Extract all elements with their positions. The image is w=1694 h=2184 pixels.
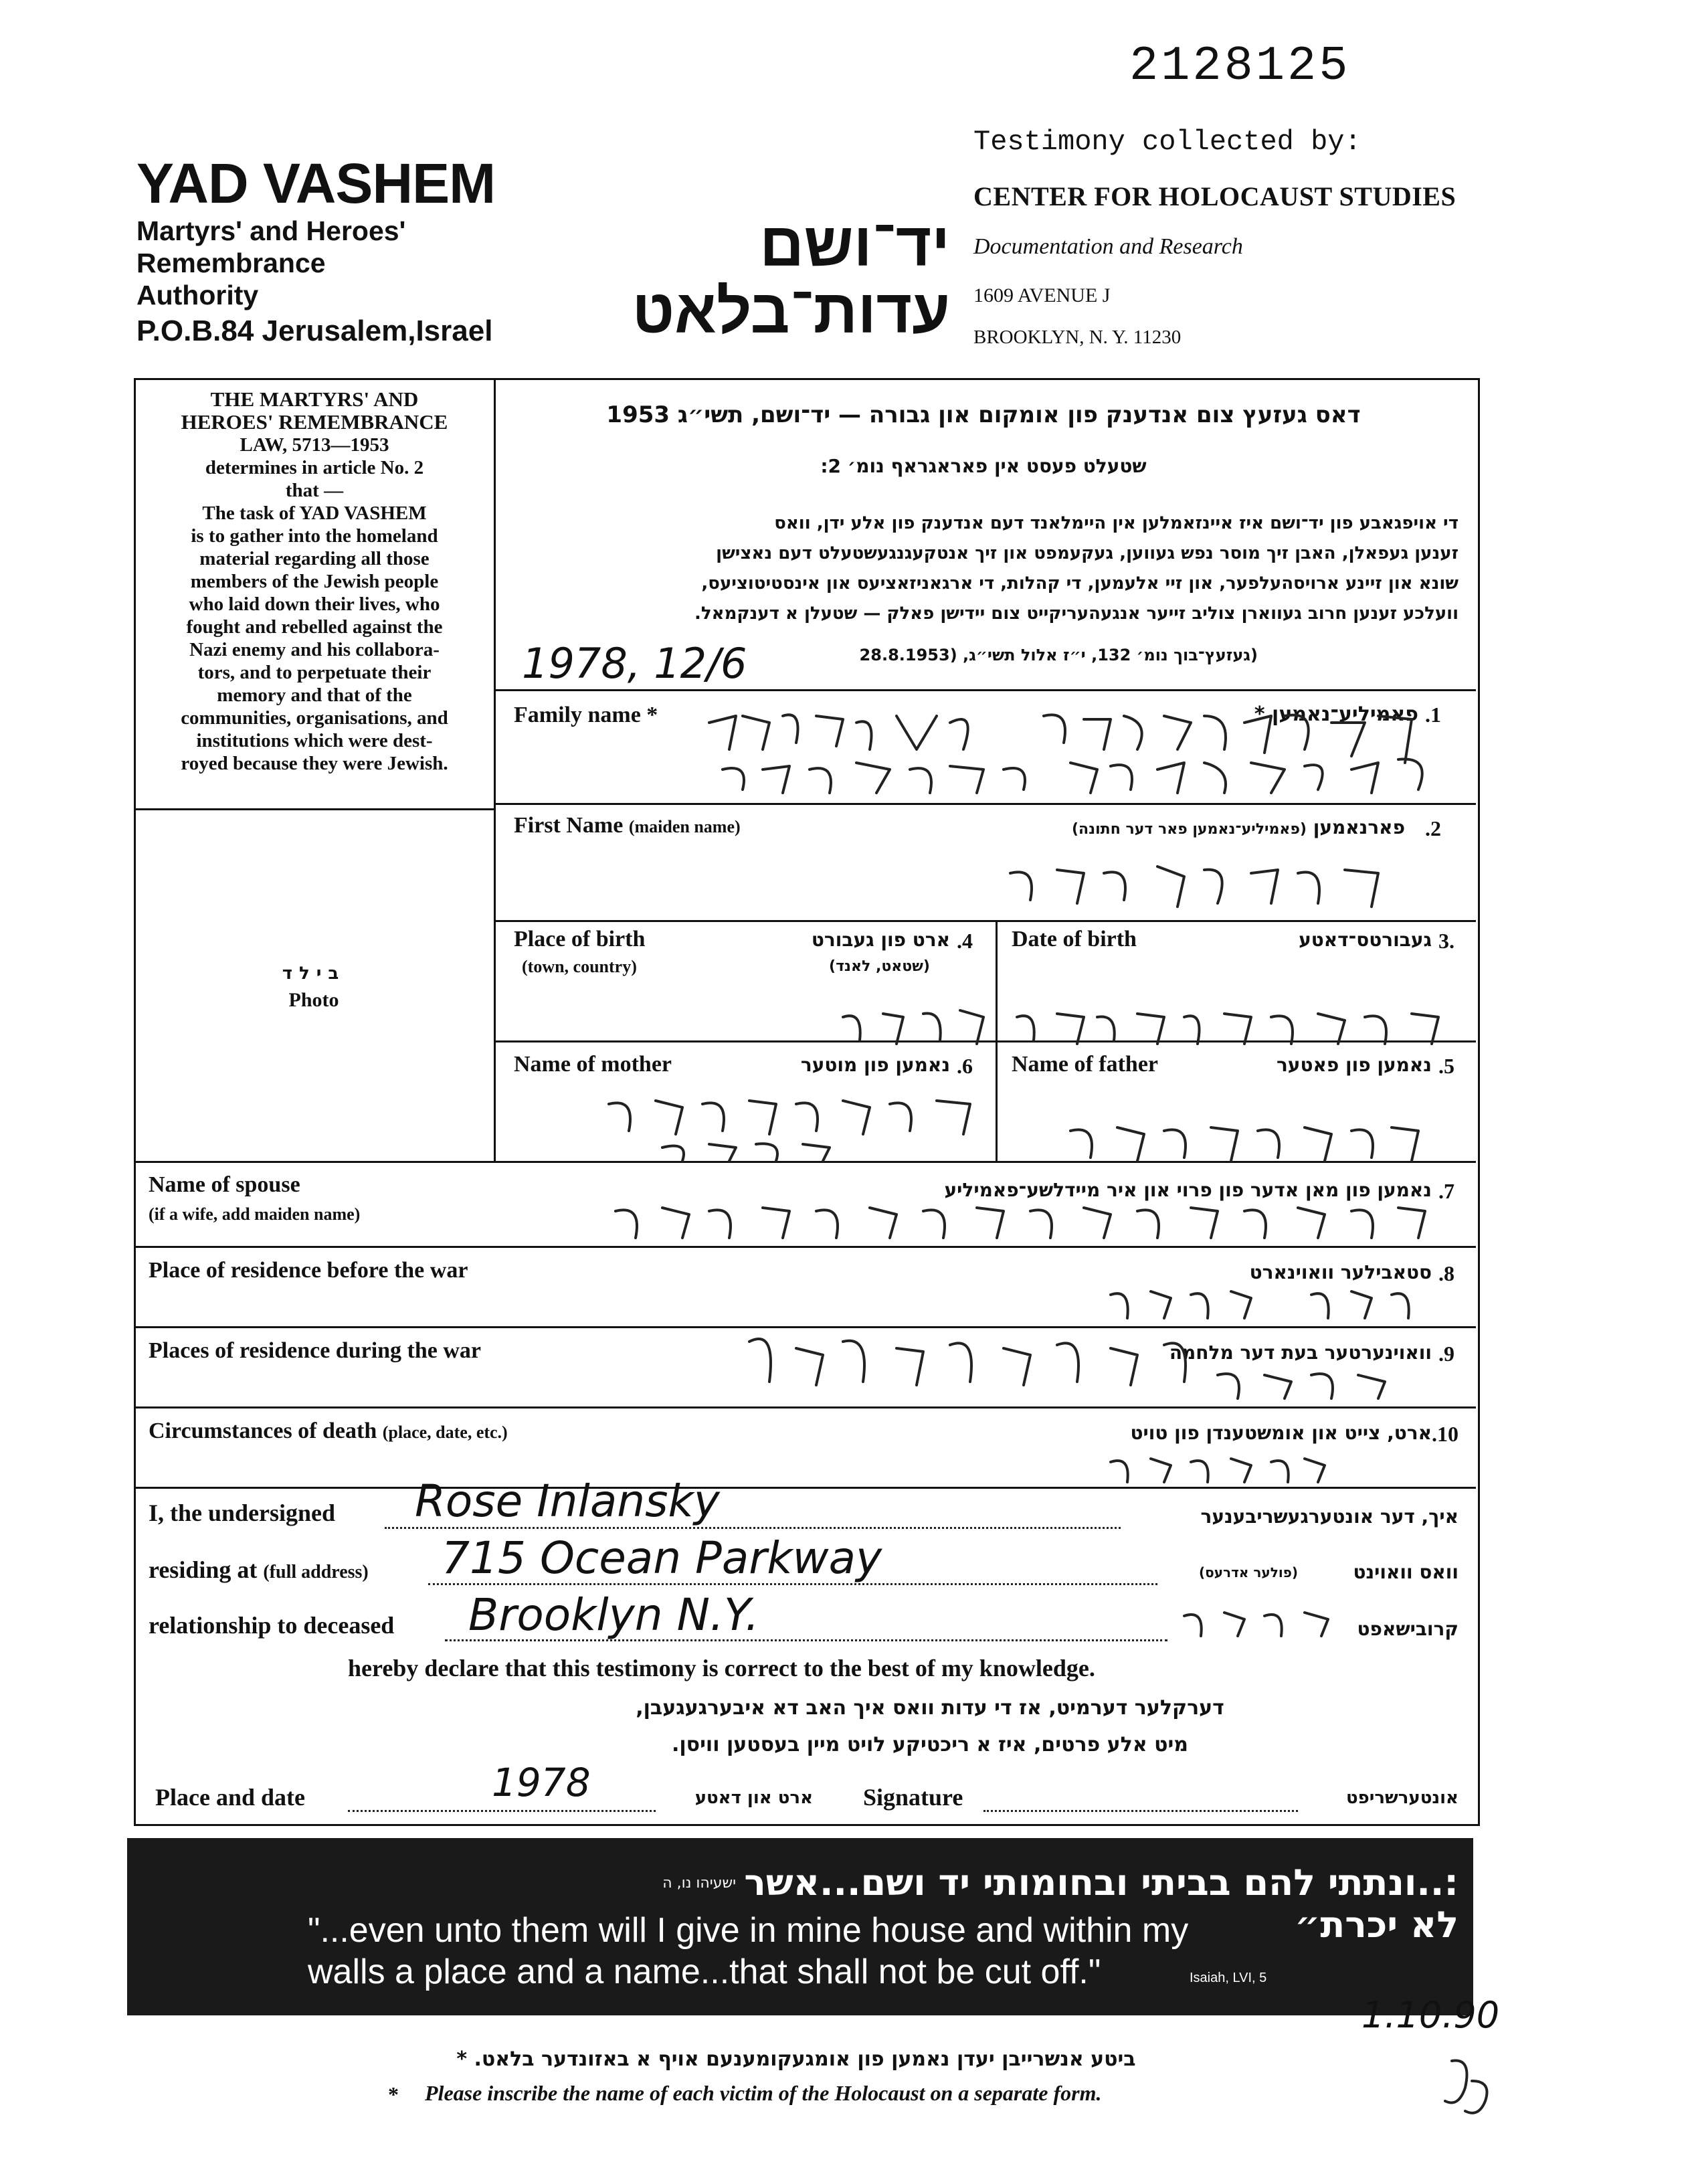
- relationship-label-hebrew: קרובישאפט: [1357, 1618, 1458, 1640]
- banner-english-reference: Isaiah, LVI, 5: [1190, 1971, 1267, 1985]
- collector-street: 1609 AVENUE J: [973, 284, 1111, 306]
- field-number: .9: [1438, 1342, 1454, 1366]
- family-name-label: Family name *: [514, 703, 658, 727]
- place-date-label: Place and date: [155, 1784, 305, 1811]
- institution-line2: Remembrance: [136, 248, 326, 278]
- margin-initials: [1438, 2054, 1499, 2121]
- residence-before-war-label: Place of residence before the war: [149, 1258, 468, 1283]
- hebrew-law-body-line: וועלכע זענען חרוב געווארן צוליב זייער אנגעהעריקייט צום יידישן פאלק — שטעלן א דענקמאל.: [694, 604, 1458, 624]
- law-title-line4: determines in article No. 2: [205, 457, 424, 478]
- place-date-dotted-line: [348, 1810, 656, 1812]
- spouse-name-label: Name of spouse: [149, 1172, 300, 1197]
- handwritten-mother-name: [595, 1084, 983, 1164]
- collector-city: BROOKLYN, N. Y. 11230: [973, 327, 1182, 348]
- first-name-he-sublabel: (פאמיליע־נאמען פאר דער חתונה): [1071, 821, 1307, 838]
- circumstances-of-death-label: [149, 1419, 508, 1444]
- law-title-line5: that —: [285, 480, 344, 501]
- mother-name-label: Name of mother: [514, 1052, 672, 1077]
- residence-during-war-label-hebrew: וואוינערטער בעת דער מלחמה: [1169, 1342, 1432, 1364]
- field-number: .6: [957, 1054, 973, 1078]
- handwritten-first-name: [997, 853, 1398, 913]
- institution-address: P.O.B.84 Jerusalem,Israel: [136, 314, 493, 347]
- photo-hebrew-label: בילד: [282, 964, 346, 984]
- father-name-label-hebrew: נאמען פון פאטער: [1276, 1054, 1432, 1076]
- field-number: .2: [1425, 816, 1441, 840]
- first-name-label-text: First Name: [514, 813, 624, 838]
- first-name-he-text: פארנאמען: [1313, 816, 1405, 838]
- relationship-value: Brooklyn N.Y.: [468, 1589, 759, 1641]
- field-number: .5: [1438, 1054, 1454, 1078]
- law-task-line: fought and rebelled against the: [186, 616, 443, 638]
- first-name-label: [514, 813, 741, 838]
- collector-name: CENTER FOR HOLOCAUST STUDIES: [973, 181, 1456, 211]
- footer-hebrew-note: ביטע אנשרייבן יעדן נאמען פון אומגעקומענעם אויף א באזונדער בלאט. *: [456, 2047, 1136, 2071]
- handwritten-date: 1978, 12/6: [522, 639, 747, 688]
- law-task-line: communities, organisations, and: [181, 707, 448, 729]
- law-task-line: who laid down their lives, who: [189, 594, 440, 615]
- hebrew-law-body-line: זענען געפאלן, האבן זיך מוסר נפש געווען, געקעמפט און זיך אנטקעגנגעשטעלט דעם נאצישן: [716, 543, 1458, 563]
- handwritten-spouse-name: [602, 1198, 1445, 1245]
- handwritten-residence-before-war: [1097, 1285, 1432, 1325]
- institution-line3: Authority: [136, 280, 259, 310]
- banner-english-line1: "...even unto them will I give in mine house and within my: [308, 1911, 1189, 1950]
- banner-hebrew-quote: :..ונתתי להם בביתי ובחומותי יד ושם...אשר לא יכרת״: [744, 1861, 1458, 1946]
- signature-dotted-line: [983, 1810, 1298, 1812]
- hebrew-law-body: [508, 509, 1458, 629]
- law-title-line3: LAW, 5713—1953: [240, 434, 389, 456]
- field-number: 3.: [1438, 929, 1454, 953]
- law-task: [144, 502, 485, 775]
- undersigned-label-hebrew: איך, דער אונטערגעשריבענער: [1200, 1506, 1458, 1528]
- photo-placeholder: [134, 964, 494, 1012]
- declaration-statement-hebrew-2: מיט אלע פרטים, איז א ריכטיקע לויט מיין בעסטען וויסן.: [671, 1733, 1189, 1756]
- hebrew-law-body-line: שונא און זיינע ארויסהעלפער, און זיי אלעמען, די קהלות, די ארגאניזאציעס און אינסטיטוציעס,: [701, 573, 1458, 594]
- law-task-line: members of the Jewish people: [190, 571, 439, 592]
- institution-line1: Martyrs' and Heroes': [136, 215, 406, 246]
- place-date-label-hebrew: ארט און דאטע: [694, 1788, 813, 1808]
- law-task-line: royed because they were Jewish.: [181, 753, 448, 774]
- father-name-label: Name of father: [1012, 1052, 1159, 1077]
- mother-name-label-hebrew: נאמען פון מוטער: [800, 1054, 950, 1076]
- hebrew-logo-title: עדות־בלאט: [632, 278, 950, 346]
- margin-note-date: 1.10.90: [1361, 1994, 1500, 2036]
- hebrew-logo-name: יד־ושם: [759, 211, 950, 279]
- undersigned-value: Rose Inlansky: [415, 1475, 720, 1527]
- institution-name: YAD VASHEM: [136, 152, 496, 215]
- law-task-line: is to gather into the homeland: [191, 525, 438, 547]
- spouse-name-sublabel: (if a wife, add maiden name): [149, 1204, 361, 1224]
- hebrew-law-body-line: די אויפגאבע פון יד־ושם איז איינזאמלען אין היימלאנד דעם אנדענק פון אלע ידן, וואס: [774, 513, 1458, 533]
- collector-subtitle: Documentation and Research: [973, 234, 1243, 259]
- field-number: .8: [1438, 1261, 1454, 1285]
- handwritten-place-of-birth: [830, 997, 1004, 1051]
- handwritten-father-name: [1057, 1111, 1432, 1164]
- footer-star: *: [388, 2082, 399, 2106]
- handwritten-circumstances-of-death: [1097, 1449, 1338, 1489]
- circumstances-label-hebrew: ארט, צייט און אומשטענדן פון טויט: [1130, 1422, 1432, 1444]
- residing-sublabel-hebrew: (פולער אדרעס): [1199, 1564, 1298, 1580]
- law-task-line: institutions which were dest-: [196, 730, 433, 751]
- residing-value: 715 Ocean Parkway: [442, 1532, 882, 1584]
- first-name-sublabel: (maiden name): [628, 817, 741, 836]
- photo-label: Photo: [288, 989, 339, 1011]
- quote-banner: [127, 1838, 1473, 2015]
- residing-sublabel: (full address): [263, 1562, 369, 1582]
- banner-english-line2: walls a place and a name...that shall not be cut off.": [308, 1952, 1101, 1991]
- place-date-value: 1978: [492, 1760, 591, 1805]
- law-task-line: tors, and to perpetuate their: [197, 662, 432, 683]
- handwritten-family-name: [696, 696, 1458, 796]
- law-task-line: Nazi enemy and his collabora-: [189, 639, 440, 660]
- signature-label-hebrew: אונטערשריפט: [1345, 1788, 1458, 1808]
- residing-label-hebrew: וואס וואוינט: [1353, 1561, 1458, 1583]
- residence-before-war-label-hebrew: סטאבילער וואוינארט: [1249, 1261, 1432, 1283]
- place-of-birth-label: Place of birth: [514, 927, 646, 951]
- banner-hebrew-reference: ישעיהו נו, ה: [662, 1875, 736, 1892]
- date-of-birth-label-hebrew: געבורטס־דאטע: [1299, 929, 1432, 951]
- hebrew-law-citation: (געזעץ־בוך נומ׳ 132, י״ז אלול תשי״ג, (28.8.1953: [859, 646, 1258, 664]
- declaration-statement-hebrew-1: דערקלער דערמיט, אז די עדות וואס איך האב דא איבערגעגעבן,: [636, 1696, 1224, 1720]
- residing-label: [149, 1556, 369, 1584]
- handwritten-date-of-birth: [1004, 997, 1458, 1051]
- field-number: .4: [957, 929, 973, 953]
- law-task-line: The task of YAD VASHEM: [202, 503, 427, 524]
- family-name-label-hebrew: פאמיליע־נאמען *: [1254, 703, 1418, 726]
- undersigned-label: I, the undersigned: [149, 1499, 336, 1526]
- signature-label: Signature: [863, 1784, 963, 1811]
- residing-label-text: residing at: [149, 1556, 258, 1583]
- spouse-name-label-hebrew: נאמען פון מאן אדער פון פרוי און איר מיידלשע־פאמיליע: [944, 1179, 1432, 1201]
- law-box: [144, 388, 485, 775]
- circumstances-sublabel: (place, date, etc.): [382, 1423, 508, 1442]
- first-name-label-hebrew: [937, 816, 1405, 838]
- circumstances-label-text: Circumstances of death: [149, 1419, 377, 1443]
- law-task-line: memory and that of the: [217, 685, 412, 706]
- date-of-birth-label: Date of birth: [1012, 927, 1137, 951]
- hebrew-law-title: דאס געזעץ צום אנדענק פון אומקום און גבורה — יד־ושם, תשי״ג 1953: [606, 401, 1361, 428]
- footer-english-note: Please inscribe the name of each victim of the Holocaust on a separate form.: [425, 2081, 1102, 2105]
- place-of-birth-sublabel: (town, country): [522, 957, 637, 976]
- handwritten-relationship: [1178, 1606, 1338, 1643]
- hebrew-law-subtitle: שטעלט פעסט אין פאראגראף נומ׳ 2:: [820, 455, 1147, 477]
- law-task-line: material regarding all those: [199, 548, 430, 569]
- collector-header: Testimony collected by:: [973, 126, 1361, 158]
- place-of-birth-sublabel-hebrew: (שטאט, לאנד): [829, 958, 930, 975]
- law-title-line1: THE MARTYRS' AND: [210, 387, 419, 411]
- undersigned-dotted-line: [385, 1527, 1121, 1529]
- residence-during-war-label: Places of residence during the war: [149, 1338, 482, 1363]
- declaration-statement: hereby declare that this testimony is correct to the best of my knowledge.: [348, 1655, 1095, 1681]
- place-of-birth-label-hebrew: ארט פון געבורט: [811, 929, 950, 951]
- field-number: .7: [1438, 1179, 1454, 1203]
- relationship-label: relationship to deceased: [149, 1612, 395, 1639]
- field-number: .1: [1425, 703, 1441, 727]
- field-number: .10: [1432, 1422, 1458, 1446]
- handwritten-residence-during-war: [736, 1322, 1405, 1405]
- law-title-line2: HEROES' REMEMBRANCE: [181, 410, 448, 434]
- document-number: 2128125: [1129, 39, 1351, 94]
